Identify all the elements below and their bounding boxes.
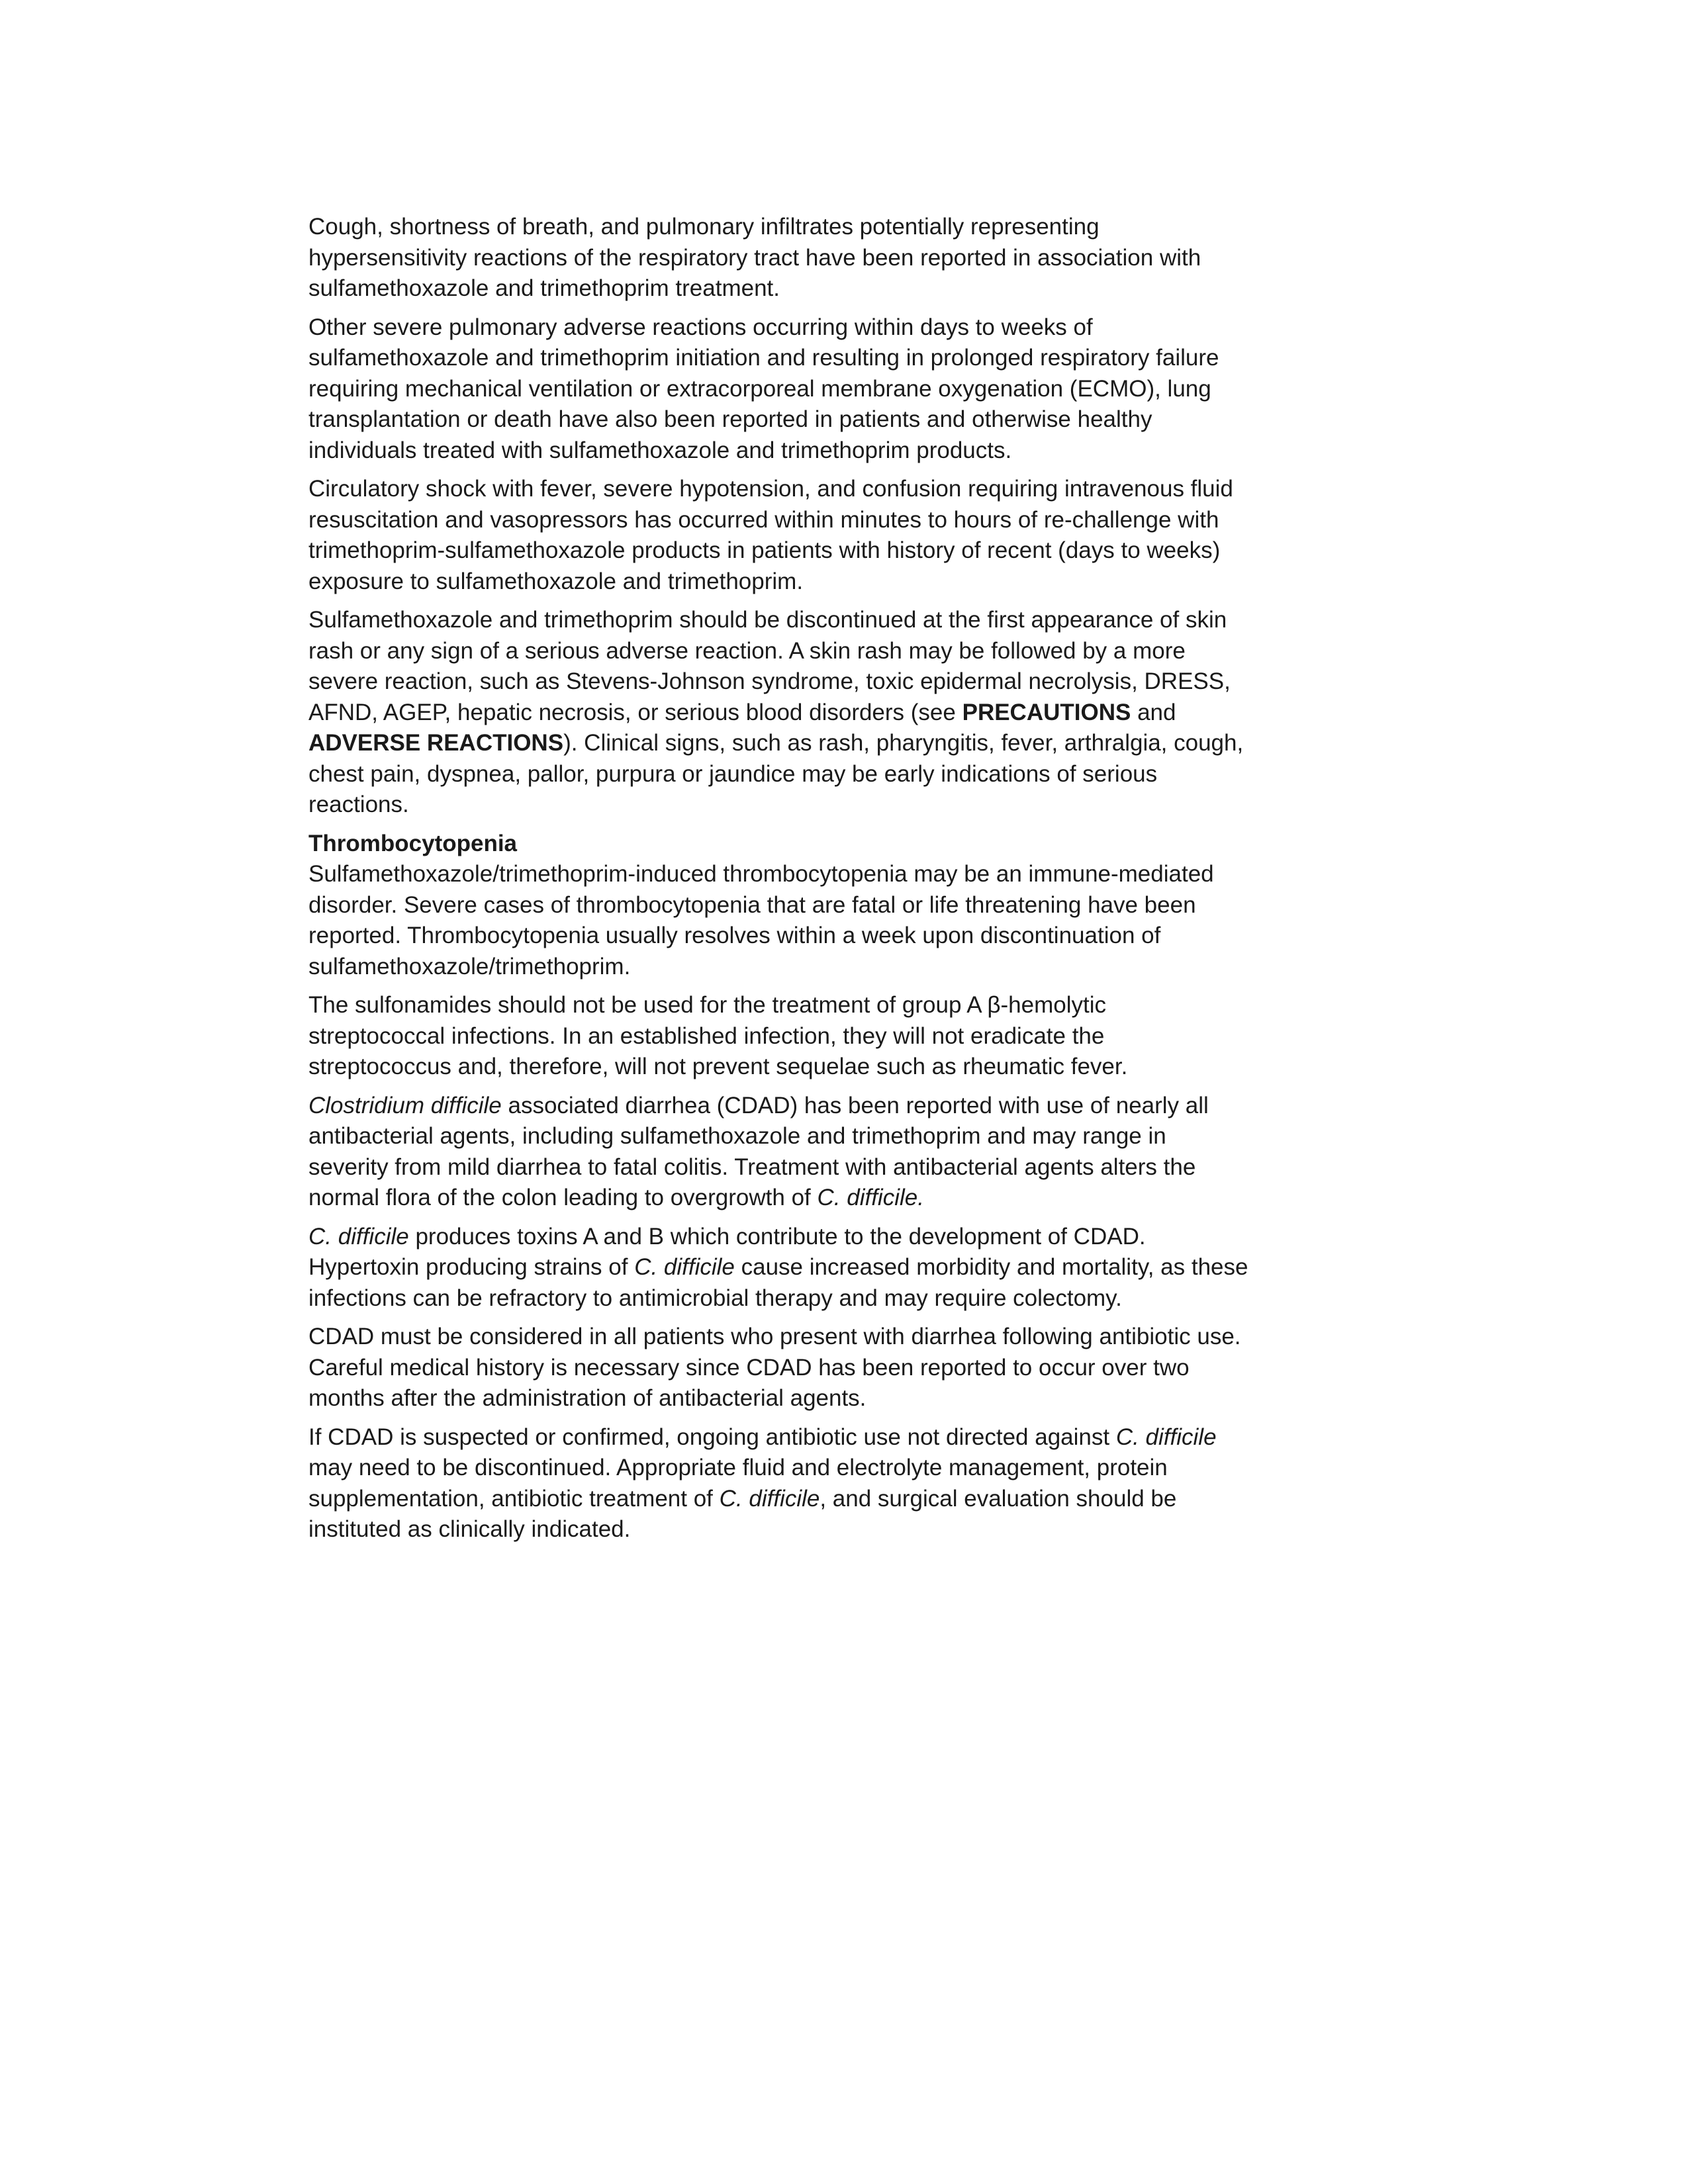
paragraph-cdad-consideration: CDAD must be considered in all patients who present with diarrhea following antibiotic use. Careful medical history is necessary since CDAD has been reported to occur over two months after the administration of antibacterial agents. bbox=[308, 1324, 1241, 1411]
text-segment: cause increased morbidity and mortality, as these infections can be refractory to antimicrobial therapy and may require colectomy. bbox=[308, 1254, 1248, 1311]
text-segment: ). Clinical signs, such as rash, pharyngitis, fever, arthralgia, cough, chest pain, dyspnea, pallor, purpura or jaundice may be early indications of serious reactions. bbox=[308, 730, 1244, 817]
organism-name: C. difficile bbox=[308, 1223, 409, 1250]
paragraph-thrombocytopenia: Sulfamethoxazole/trimethoprim-induced thrombocytopenia may be an immune-mediated disorder. Severe cases of thrombocytopenia that are fatal or life threatening have been reported. Thrombocytopenia usually resolves within a week upon discontinuation of sulfamethoxazole/trimethoprim. bbox=[308, 861, 1214, 979]
document-page bbox=[308, 212, 1248, 1553]
text-segment: If CDAD is suspected or confirmed, ongoing antibiotic use not directed against bbox=[308, 1424, 1116, 1450]
organism-name: C. difficile bbox=[1115, 1424, 1217, 1450]
paragraph-sulfonamides-streptococcal: The sulfonamides should not be used for the treatment of group A β-hemolytic streptococcal infections. In an established infection, they will not eradicate the streptococcus and, therefore, will not prevent sequelae such as rheumatic fever. bbox=[308, 992, 1128, 1079]
paragraph-severe-pulmonary: Other severe pulmonary adverse reactions occurring within days to weeks of sulfamethoxazole and trimethoprim initiation and resulting in prolonged respiratory failure requiring mechanical ventilation or extracorporeal membrane oxygenation (ECMO), lung transplantation or death have also been reported in patients and otherwise healthy individuals treated with sulfamethoxazole and trimethoprim products. bbox=[308, 314, 1219, 463]
organism-name: Clostridium difficile bbox=[308, 1092, 502, 1118]
paragraph-discontinue-skin-rash bbox=[308, 605, 1248, 821]
section-heading-thrombocytopenia: Thrombocytopenia bbox=[308, 830, 518, 856]
paragraph-cdad-overview bbox=[308, 1091, 1248, 1214]
text-segment: and bbox=[1131, 699, 1176, 725]
precautions-reference: PRECAUTIONS bbox=[962, 699, 1131, 725]
text-segment: associated diarrhea (CDAD) has been reported with use of nearly all antibacterial agents, including sulfamethoxazole and trimethoprim and may range in severity from mild diarrhea to fatal colitis. Treatment with antibacterial agents alters the normal flora of the colon leading to overgrowth of bbox=[308, 1092, 1209, 1210]
organism-name: C. difficile bbox=[634, 1254, 735, 1280]
text-segment: Sulfamethoxazole and trimethoprim should be discontinued at the first appearance of skin rash or any sign of a serious adverse reaction. A skin rash may be followed by a more severe reaction, such as Stevens-Johnson syndrome, toxic epidermal necrolysis, DRESS, AFND, AGEP, hepatic necrosis, or serious blood disorders (see bbox=[308, 607, 1231, 725]
adverse-reactions-reference: ADVERSE REACTIONS bbox=[308, 730, 564, 756]
paragraph-cdiff-toxins bbox=[308, 1222, 1248, 1314]
paragraph-cdad-management bbox=[308, 1422, 1248, 1545]
organism-name: C. difficile bbox=[719, 1485, 820, 1512]
organism-name: C. difficile. bbox=[817, 1185, 924, 1210]
paragraph-hypersensitivity-respiratory: Cough, shortness of breath, and pulmonary infiltrates potentially representing hypersensitivity reactions of the respiratory tract have been reported in association with sulfamethoxazole and trimethoprim treatment. bbox=[308, 214, 1201, 301]
text-segment: may need to be discontinued. Appropriate fluid and electrolyte management, protein supplementation, antibiotic treatment of bbox=[308, 1455, 1168, 1512]
text-segment: , and surgical evaluation should be instituted as clinically indicated. bbox=[308, 1485, 1177, 1542]
paragraph-circulatory-shock: Circulatory shock with fever, severe hypotension, and confusion requiring intravenous fluid resuscitation and vasopressors has occurred within minutes to hours of re-challenge with trimethoprim-sulfamethoxazole products in patients with history of recent (days to weeks) exposure to sulfamethoxazole and trimethoprim. bbox=[308, 476, 1233, 594]
text-segment: produces toxins A and B which contribute to the development of CDAD. Hypertoxin producing strains of bbox=[308, 1223, 1146, 1280]
